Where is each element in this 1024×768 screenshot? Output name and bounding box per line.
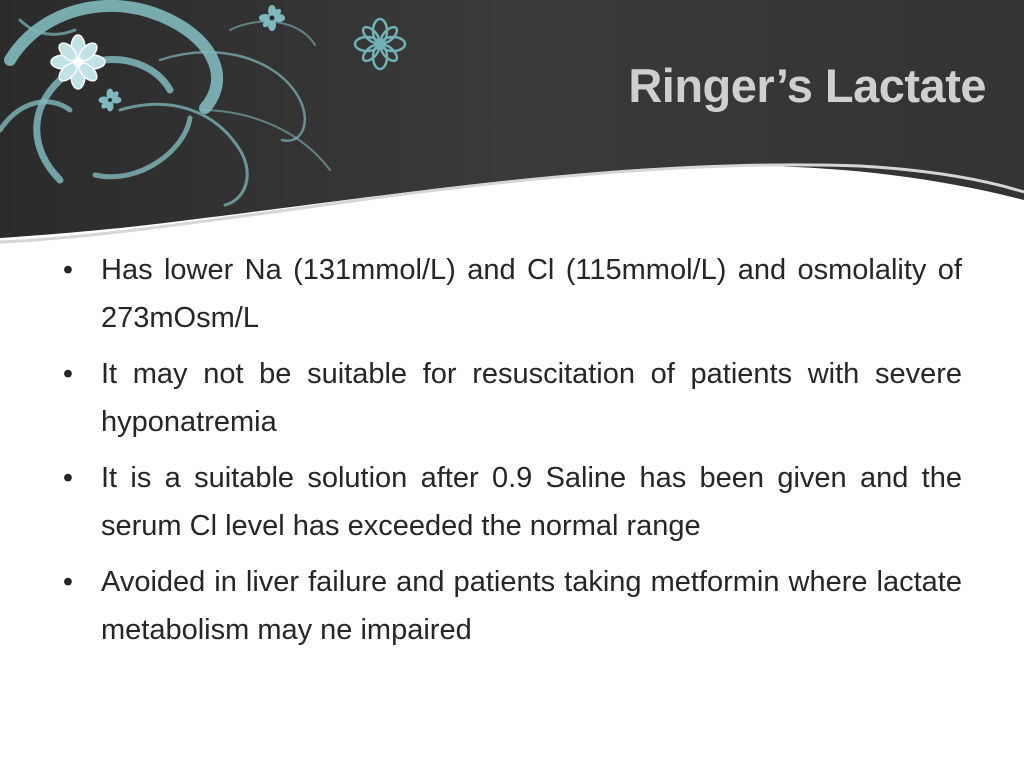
bullet-marker: •	[62, 462, 74, 494]
list-item	[58, 454, 962, 550]
list-item	[58, 558, 962, 654]
list-item	[58, 350, 962, 446]
bullet-marker: •	[62, 566, 74, 598]
bullet-text: It is a suitable solution after 0.9 Saline has been given and the serum Cl level has exceeded the normal range	[101, 462, 962, 542]
header-banner	[0, 0, 1024, 250]
bullet-text: It may not be suitable for resuscitation of patients with severe hyponatremia	[101, 358, 962, 438]
header-wave-shape	[0, 0, 1024, 238]
bullet-text: Avoided in liver failure and patients taking metformin where lactate metabolism may ne impaired	[101, 566, 962, 646]
bullet-marker: •	[62, 358, 74, 390]
list-item	[58, 246, 962, 342]
bullet-marker: •	[62, 254, 74, 286]
slide-title: Ringer’s Lactate	[628, 59, 986, 112]
bullet-text: Has lower Na (131mmol/L) and Cl (115mmol/L) and osmolality of 273mOsm/L	[101, 254, 962, 334]
bullet-list	[58, 246, 962, 662]
